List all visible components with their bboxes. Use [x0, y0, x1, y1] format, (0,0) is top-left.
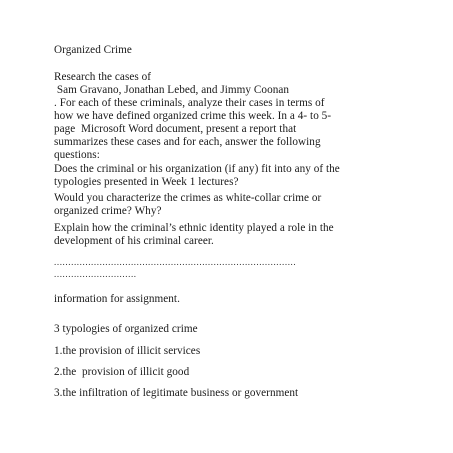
- question-2-line-2: organized crime? Why?: [54, 205, 162, 217]
- intro-line-1: Research the cases of: [54, 71, 152, 83]
- separator-line-1: .....................................................................................: [54, 257, 297, 267]
- typology-item-1: 1.the provision of illicit services: [54, 345, 201, 357]
- question-1-line-1: Does the criminal or his organization (if any) fit into any of the: [54, 163, 340, 175]
- intro-line-5: page Microsoft Word document, present a report that: [54, 123, 297, 135]
- typology-item-2: 2.the provision of illicit good: [54, 366, 190, 378]
- intro-line-6: summarizes these cases and for each, answer the following: [54, 136, 321, 148]
- intro-line-7: questions:: [54, 149, 100, 161]
- question-2-line-1: Would you characterize the crimes as white-collar crime or: [54, 192, 322, 204]
- typologies-heading: 3 typologies of organized crime: [54, 323, 198, 335]
- separator-line-2: .............................: [54, 269, 137, 279]
- typology-item-3: 3.the infiltration of legitimate business or government: [54, 387, 299, 399]
- question-1-line-2: typologies presented in Week 1 lectures?: [54, 176, 239, 188]
- info-label: information for assignment.: [54, 293, 180, 305]
- question-3-line-2: development of his criminal career.: [54, 235, 214, 247]
- intro-line-2: Sam Gravano, Jonathan Lebed, and Jimmy Coonan: [54, 84, 290, 96]
- document-title: Organized Crime: [54, 44, 132, 56]
- question-3-line-1: Explain how the criminal’s ethnic identity played a role in the: [54, 222, 334, 234]
- intro-line-3: . For each of these criminals, analyze their cases in terms of: [54, 97, 325, 109]
- intro-line-4: how we have defined organized crime this week. In a 4- to 5-: [54, 110, 332, 122]
